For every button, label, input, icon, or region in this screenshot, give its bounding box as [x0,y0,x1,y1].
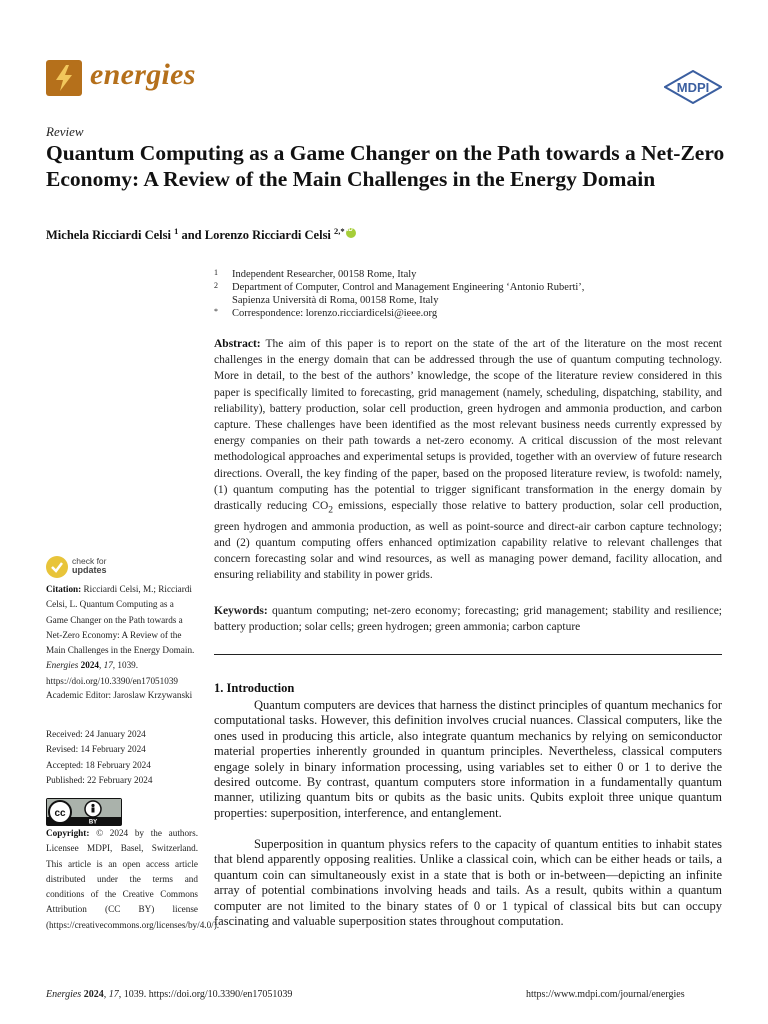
journal-logo [46,60,82,96]
citation-separator: , [99,660,104,671]
affiliation-marker: 2 [214,281,218,290]
publication-dates [46,727,198,788]
abstract-label: Abstract: [214,338,261,350]
author-affiliation-marker: 2,* [334,226,345,236]
citation-volume: 17 [103,660,113,671]
date-revised: Revised: 14 February 2024 [46,744,146,755]
citation-year: 2024 [78,660,99,671]
footer-journal: Energies [46,989,82,1000]
footer-volume: 17 [108,989,119,1000]
abstract-text: The aim of this paper is to report on the state of the art of the literature on the most recent challenges in the energy domain that can be addressed through the use of quantum computing technology. More in detail, to the best of the authors’ knowledge, the scope of the literature review considered in this paper is specifically limited to forecasting, grid management (namely, scheduling, dispatching, stability, and reliability), battery production, solar cell production, green hydrogen and ammonia production, and carbon capture. These challenges have been identified as the most relevant business needs currently expressed by energy companies on their path towards a net-zero economy. A critical discussion of the most relevant methodological approaches and experimental setups is provided, together with an overview of future research directions. Overall, the key finding of the paper, based on the proposed literature review, is twofold: namely, (1) quantum computing has the potential to trigger significant transformation in the energy domain by drastically reducing CO [214,338,722,513]
footer-doi[interactable]: , 1039. https://doi.org/10.3390/en17051039 [118,989,293,1000]
affiliation-marker: 1 [214,268,218,277]
citation [46,582,198,689]
academic-editor: Academic Editor: Jaroslaw Krzywanski [46,690,193,700]
footer-citation [46,989,292,1000]
journal-name: energies [90,58,196,91]
copyright-label: Copyright: [46,828,90,838]
article-title: Quantum Computing as a Game Changer on the Path towards a Net-Zero Economy: A Review of the Main Challenges in the Energy Domain [46,141,725,191]
affiliation-text: Independent Researcher, 00158 Rome, Italy [232,269,417,280]
keywords-text: quantum computing; net-zero economy; forecasting; grid management; stability and resilience; battery production; solar cells; green hydrogen; green ammonia; carbon capture [214,605,722,634]
check-updates-line1: check for [72,556,107,566]
check-for-updates-label [72,557,107,575]
keywords [214,603,722,635]
date-published: Published: 22 February 2024 [46,774,153,785]
body-paragraph [214,837,722,929]
citation-label: Citation: [46,584,82,594]
paragraph-text: Quantum computers are devices that harness the distinct principles of quantum mechanics for computational tasks. However, this definition involves crucial nuances. Classical computers, like the ones used in producing this article, also integrate quantum mechanics by relying on semiconductor material properties inherently grounded in quantum principles. Nevertheless, classical computers engage solely in binary information processing, using variables set to either 0 or 1 to derive the desired outcome. By contrast, quantum computers store information in a fundamentally quantum manner, utilizing quantum bits or qubits as the basic units. Qubits exploit three unique quantum properties: superposition, interference, and entanglement. [214,698,722,820]
section-divider [214,654,722,655]
license-badge-label: BY [88,819,98,825]
footer-year: 2024 [81,989,104,1000]
article-type: Review [46,124,84,139]
publisher-logo[interactable] [664,70,722,104]
keywords-label: Keywords: [214,605,268,617]
footer-journal-url[interactable]: https://www.mdpi.com/journal/energies [526,989,685,1000]
body-paragraph [214,698,722,821]
abstract [214,336,722,583]
date-accepted: Accepted: 18 February 2024 [46,759,151,770]
affiliation-text: Sapienza Università di Roma, 00158 Rome, Italy [232,295,439,306]
author-list [46,226,356,243]
paragraph-text: Superposition in quantum physics refers to the capacity of quantum entities to inhabit states that blend apparently opposing realities. Unlike a classical coin, which can be either heads or tails, a quantum coin can simultaneously exist in a state that is both or in-between—depicting an infinite array of potential combinations involving heads and tails. As a result, qubits within a quantum computer are not limited to the binary states of 0 or 1 typical of classical bits but can occupy fascinating and valuable superposition states throughout computation. [214,837,722,929]
check-updates-line2: updates [72,565,107,575]
affiliation-text: Department of Computer, Control and Management Engineering ‘Antonio Ruberti’, [232,282,585,293]
abstract-subscript: 2 [328,504,334,516]
section-heading: 1. Introduction [214,681,295,695]
check-for-updates-icon [46,556,68,578]
mdpi-icon [664,70,722,104]
date-received: Received: 24 January 2024 [46,729,146,739]
affiliation-marker: * [214,307,218,316]
author-name: Lorenzo Ricciardi Celsi [204,228,331,243]
citation-journal: Energies [46,660,79,671]
abstract-text-continued: emissions, especially those relative to battery production, solar cell production, green hydrogen and ammonia production, as well as point-source and direct-air carbon capture technology; and (2) quantum computing offers enhanced optimization capability relative to relevant challenges that concern forecasting solar and wind resources, as well as managing power demand, facility allocation, and ensuring reliability and stability in power grids. [214,500,722,582]
publisher-name: MDPI [676,80,710,95]
correspondence-text[interactable]: Correspondence: lorenzo.ricciardicelsi@ieee.org [232,308,438,319]
lightning-bolt-icon [46,60,82,96]
copyright [46,826,220,933]
author-affiliation-marker: 1 [174,226,179,236]
citation-text: Ricciardi Celsi, M.; Ricciardi Celsi, L. Quantum Computing as a Game Changer on the Path towards a Net-Zero Economy: A Review of the Main Challenges in the Energy Domain. [46,584,195,656]
citation-doi[interactable]: , 1039. https://doi.org/10.3390/en17051039 [46,660,179,686]
copyright-text: © 2024 by the authors. Licensee MDPI, Basel, Switzerland. This article is an open access article distributed under the terms and conditions of the Creative Commons Attribution (CC BY) license (https://creativecommons.org/licenses/by/4.0/). [46,828,220,930]
author-name: Michela Ricciardi Celsi [46,228,171,243]
orcid-icon[interactable] [346,228,356,238]
footer-separator: , [103,989,109,1000]
cc-by-license-badge[interactable] [46,798,122,826]
author-joiner: and [178,228,205,243]
svg-text:cc: cc [54,808,66,819]
